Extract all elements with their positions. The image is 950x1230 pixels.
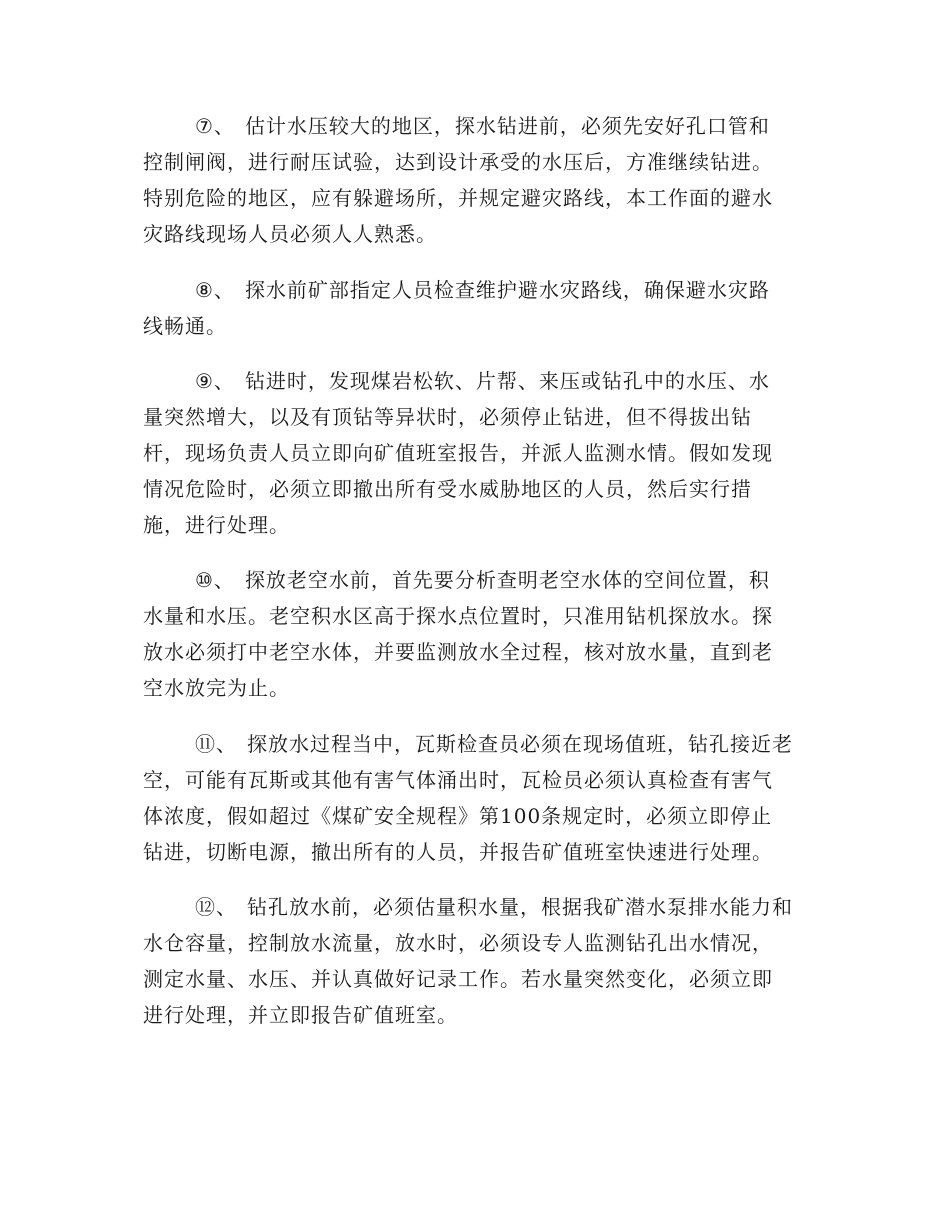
paragraph-line: 施，进行处理。 xyxy=(143,513,290,537)
item-number: ⑨、 xyxy=(195,369,235,393)
item-number: ⑧、 xyxy=(195,278,235,302)
paragraph-line: 灾路线现场人员必须人人熟悉。 xyxy=(143,222,437,246)
paragraph-9 xyxy=(143,363,823,543)
line-text: 探放水过程当中，瓦斯检查员必须在现场值班，钻孔接近老 xyxy=(247,732,793,756)
paragraph-line: 情况危险时，必须立即撤出所有受水威胁地区的人员，然后实行措 xyxy=(143,477,752,501)
paragraph-line: 空，可能有瓦斯或其他有害气体涌出时，瓦检员必须认真检查有害气 xyxy=(143,768,773,792)
paragraph-line xyxy=(143,108,823,144)
paragraph-11 xyxy=(143,726,823,870)
paragraph-line: 钻进，切断电源，撤出所有的人员，并报告矿值班室快速进行处理。 xyxy=(143,840,773,864)
item-number: ⑦、 xyxy=(195,114,235,138)
paragraph-line: 放水必须打中老空水体，并要监测放水全过程，核对放水量，直到老 xyxy=(143,640,773,664)
line-text: 探水前矿部指定人员检查维护避水灾路线，确保避水灾路 xyxy=(244,278,770,302)
paragraph-line xyxy=(143,726,823,762)
paragraph-line: 测定水量、水压、并认真做好记录工作。若水量突然变化，必须立即 xyxy=(143,967,773,991)
paragraph-line: 水量和水压。老空积水区高于探水点位置时，只准用钻机探放水。探 xyxy=(143,604,773,628)
paragraph-line: 水仓容量，控制放水流量，放水时，必须设专人监测钻孔出水情况， xyxy=(143,931,773,955)
paragraph-10 xyxy=(143,562,823,706)
item-number: ⑪、 xyxy=(195,732,237,756)
paragraph-12 xyxy=(143,889,823,1033)
paragraph-line: 空水放完为止。 xyxy=(143,676,290,700)
paragraph-line: 体浓度，假如超过《煤矿安全规程》第100条规定时，必须立即停止 xyxy=(143,804,773,828)
paragraph-line: 进行处理，并立即报告矿值班室。 xyxy=(143,1003,458,1027)
item-number: ⑫、 xyxy=(195,895,237,919)
paragraph-line: 控制闸阀，进行耐压试验，达到设计承受的水压后，方准继续钻进。 xyxy=(143,150,773,174)
paragraph-line xyxy=(143,562,823,598)
paragraph-line: 特别危险的地区，应有躲避场所，并规定避灾路线，本工作面的避水 xyxy=(143,186,773,210)
line-text: 探放老空水前，首先要分析查明老空水体的空间位置，积 xyxy=(244,568,770,592)
paragraph-line: 量突然增大，以及有顶钻等异状时，必须停止钻进，但不得拔出钻 xyxy=(143,405,752,429)
paragraph-line: 杆，现场负责人员立即向矿值班室报告，并派人监测水情。假如发现 xyxy=(143,441,773,465)
paragraph-line xyxy=(143,272,823,308)
item-number: ⑩、 xyxy=(195,568,235,592)
paragraph-line: 线畅通。 xyxy=(143,314,227,338)
line-text: 钻孔放水前，必须估量积水量，根据我矿潜水泵排水能力和 xyxy=(247,895,793,919)
line-text: 钻进时，发现煤岩松软、片帮、来压或钻孔中的水压、水 xyxy=(244,369,770,393)
line-text: 估计水压较大的地区，探水钻进前，必须先安好孔口管和 xyxy=(244,114,770,138)
paragraph-8 xyxy=(143,272,823,344)
paragraph-7 xyxy=(143,108,823,252)
paragraph-line xyxy=(143,889,823,925)
paragraph-line xyxy=(143,363,823,399)
